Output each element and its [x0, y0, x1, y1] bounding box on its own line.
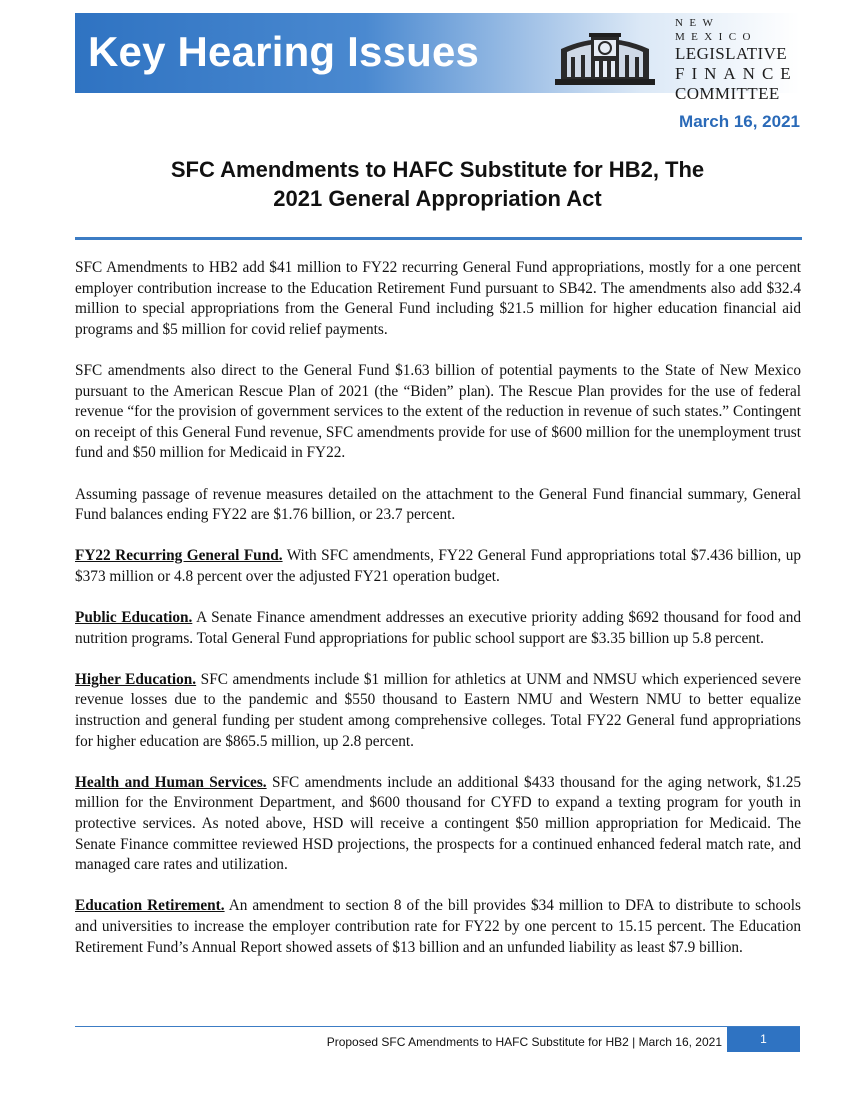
title-divider	[75, 237, 802, 240]
paragraph-lead: Health and Human Services.	[75, 773, 267, 791]
logo-line-new-mexico: NEW MEXICO	[675, 17, 757, 43]
paragraph-text: An amendment to section 8 of the bill provides $34 million to DFA to distribute to schools and universities to increase the employer contribution rate for FY22 by one percent to 15.15 percent. The Education Retirement Fund’s Annual Report showed assets of $13 billion and an unfunded liability as least $7.9 billion.	[75, 897, 801, 956]
paragraph-lead: Public Education.	[75, 609, 193, 627]
paragraph-fy22-recurring	[75, 546, 801, 587]
capitol-building-icon	[553, 19, 657, 89]
paragraph	[75, 258, 801, 340]
footer-divider	[75, 1026, 800, 1027]
paragraph-text: SFC amendments also direct to the General Fund $1.63 billion of potential payments to the State of New Mexico pursuant to the American Rescue Plan of 2021 (the “Biden” plan). The Rescue Plan provides for the use of federal revenue “for the provision of government services to the extent of the reduction in revenue of such states.” Contingent on receipt of this General Fund revenue, SFC amendments provide for use of $600 million for the unemployment trust fund and $50 million for Medicaid in FY22.	[75, 361, 801, 462]
paragraph-lead: FY22 Recurring General Fund.	[75, 547, 283, 565]
header-banner	[75, 13, 800, 103]
logo-line-legislative: LEGISLATIVE	[675, 44, 788, 63]
paragraph-text: Assuming passage of revenue measures detailed on the attachment to the General Fund financial summary, General Fund balances ending FY22 are $1.76 billion, or 23.7 percent.	[75, 485, 801, 524]
logo-line-finance: FINANCE	[675, 64, 798, 83]
paragraph-higher-education	[75, 670, 801, 752]
paragraph-lead: Education Retirement.	[75, 897, 225, 915]
paragraph-text: SFC amendments include $1 million for athletics at UNM and NMSU which experienced severe revenue losses due to the pandemic and $550 thousand to Eastern NMU and Western NMU to better equalize instruction and general funding per student among comprehensive colleges. Total FY22 General fund appropriations for higher education are $865.5 million, up 2.8 percent.	[75, 670, 801, 750]
paragraph-text: SFC Amendments to HB2 add $41 million to FY22 recurring General Fund appropriations, mostly for a one percent employer contribution increase to the Education Retirement Fund pursuant to SB42. The amendments also add $32.4 million to special appropriations from the General Fund including $21.5 million for higher education financial aid programs and $5 million for covid relief payments.	[75, 259, 801, 338]
report-date: March 16, 2021	[679, 112, 800, 131]
paragraph	[75, 485, 801, 526]
page-number: 1	[727, 1027, 800, 1052]
paragraph	[75, 361, 801, 464]
title-line-2: 2021 General Appropriation Act	[273, 186, 602, 211]
paragraph-lead: Higher Education.	[75, 670, 197, 688]
paragraph-text: SFC amendments include an additional $433 thousand for the aging network, $1.25 million for the Environment Department, and $600 thousand for CYFD to expand a texting program for youth in protective services. As noted above, HSD will receive a contingent $50 million appropriation for Medicaid. The Senate Finance committee reviewed HSD projections, the prospects for a continued enhanced federal match rate, and managed care rates and utilization.	[75, 773, 801, 874]
document-title	[75, 155, 800, 213]
lfc-logo-text	[675, 16, 800, 104]
paragraph-health-human-services	[75, 773, 801, 876]
footer-text: Proposed SFC Amendments to HAFC Substitute for HB2 | March 16, 2021	[326, 1035, 722, 1049]
paragraph-text: With SFC amendments, FY22 General Fund appropriations total $7.436 billion, up $373 million or 4.8 percent over the adjusted FY21 operation budget.	[75, 547, 801, 585]
paragraph-text: A Senate Finance amendment addresses an executive priority adding $692 thousand for food and nutrition programs. Total General Fund appropriations for public school support are $3.35 billion up 5.8 percent.	[75, 609, 801, 647]
banner-title: Key Hearing Issues	[88, 28, 480, 75]
logo-line-committee: COMMITTEE	[675, 84, 780, 103]
body-text	[75, 258, 801, 979]
paragraph-public-education	[75, 608, 801, 649]
paragraph-education-retirement	[75, 896, 801, 958]
title-line-1: SFC Amendments to HAFC Substitute for HB2, The	[170, 157, 705, 182]
